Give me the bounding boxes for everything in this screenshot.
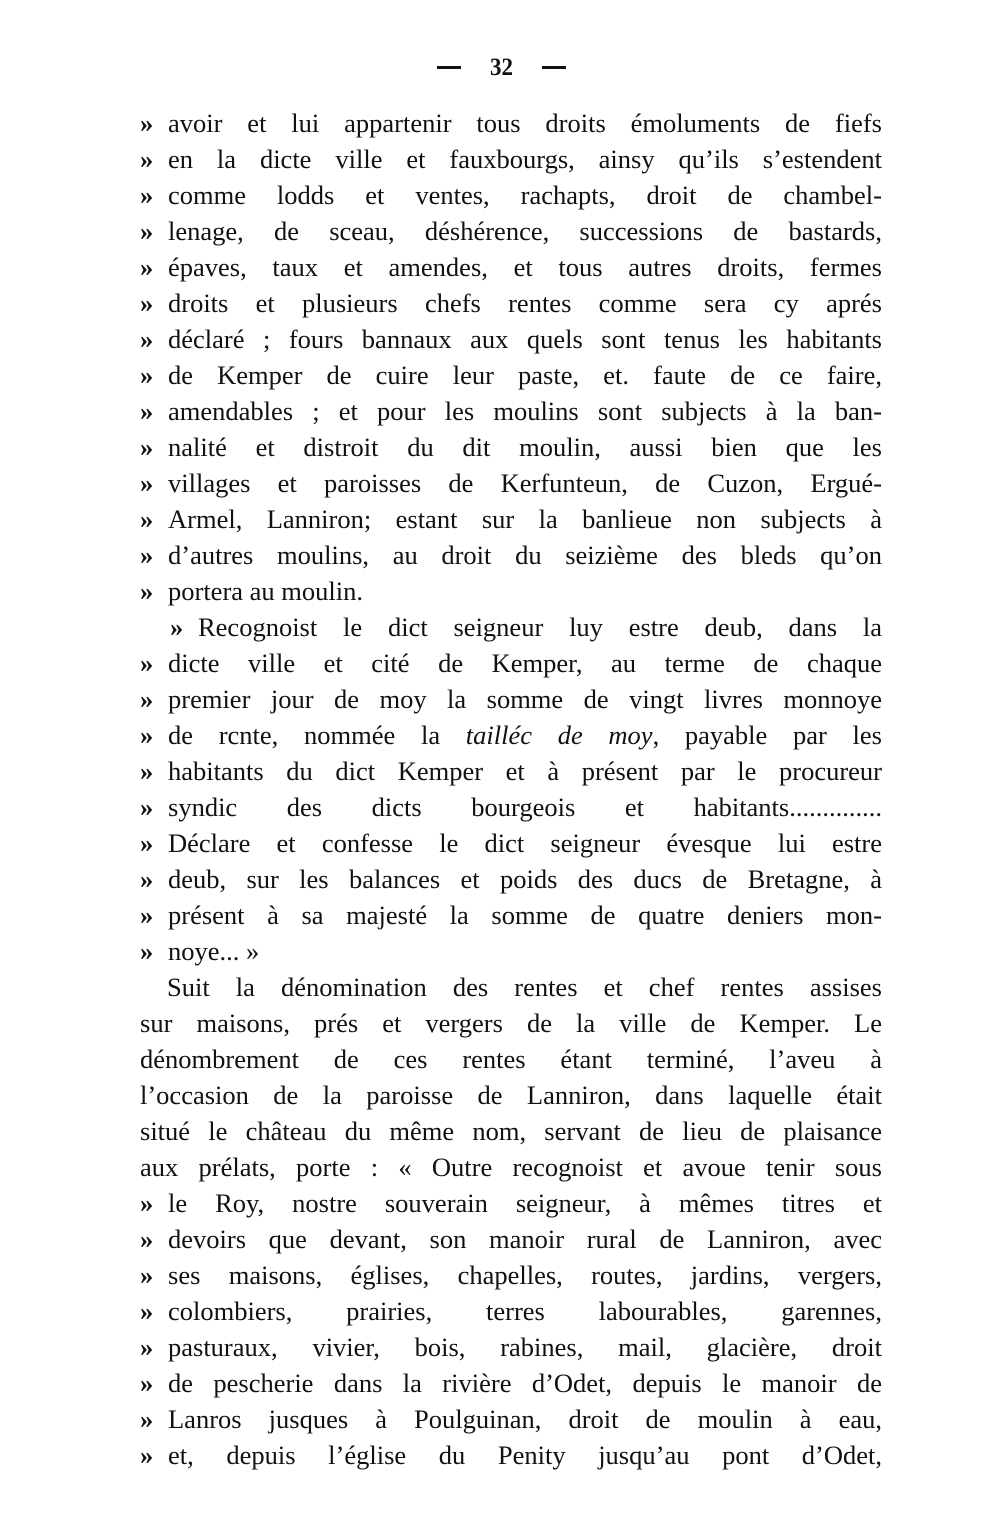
line-quote-mark: »: [170, 612, 184, 642]
line-quote-mark: »: [140, 936, 154, 966]
line-text: aux prélats, porte : « Outre recognoist et avoue tenir sous: [140, 1152, 882, 1182]
line-quote-mark: »: [140, 432, 154, 462]
text-line: [140, 825, 882, 861]
line-text: d’autres moulins, au droit du seizième des bleds qu’on: [168, 540, 882, 570]
line-text: nalité et distroit du dit moulin, aussi bien que les: [168, 432, 882, 462]
text-line: [140, 1077, 882, 1113]
page-number: [0, 52, 1002, 84]
line-text: dénombrement de ces rentes étant terminé, l’aveu à: [140, 1044, 882, 1074]
text-line: [140, 789, 882, 825]
line-text: de pescherie dans la rivière d’Odet, depuis le manoir de: [168, 1368, 882, 1398]
line-quote-mark: »: [140, 288, 154, 318]
text-line: [140, 573, 882, 609]
text-line: [140, 861, 882, 897]
line-text: lenage, de sceau, déshérence, successions de bastards,: [168, 216, 882, 246]
text-line: [140, 645, 882, 681]
line-text: l’occasion de la paroisse de Lanniron, dans laquelle était: [140, 1080, 882, 1110]
line-quote-mark: »: [140, 864, 154, 894]
line-quote-mark: »: [140, 792, 154, 822]
line-quote-mark: »: [140, 828, 154, 858]
line-text: Suit la dénomination des rentes et chef rentes assises: [167, 972, 882, 1002]
line-text: dicte ville et cité de Kemper, au terme de chaque: [168, 648, 882, 678]
line-text: comme lodds et ventes, rachapts, droit de chambel-: [168, 180, 882, 210]
line-text: le Roy, nostre souverain seigneur, à mêmes titres et: [168, 1188, 882, 1218]
text-line: [140, 933, 882, 969]
line-text: noye... »: [168, 936, 260, 966]
line-quote-mark: »: [140, 1224, 154, 1254]
body-text: [140, 105, 882, 1473]
line-quote-mark: »: [140, 756, 154, 786]
text-line: [140, 1113, 882, 1149]
line-text: épaves, taux et amendes, et tous autres droits, fermes: [168, 252, 882, 282]
line-quote-mark: »: [140, 108, 154, 138]
line-quote-mark: »: [140, 720, 154, 750]
text-line: [140, 1437, 882, 1473]
text-line-paragraph-start: [140, 969, 882, 1005]
line-quote-mark: »: [140, 900, 154, 930]
line-quote-mark: »: [140, 684, 154, 714]
line-text: habitants du dict Kemper et à présent par le procureur: [168, 756, 882, 786]
line-quote-mark: »: [140, 1296, 154, 1326]
line-quote-mark: »: [140, 1188, 154, 1218]
line-text: colombiers, prairies, terres labourables, garennes,: [168, 1296, 882, 1326]
line-quote-mark: »: [140, 180, 154, 210]
text-line: [140, 105, 882, 141]
line-text: ses maisons, églises, chapelles, routes, jardins, vergers,: [168, 1260, 882, 1290]
text-line: [140, 897, 882, 933]
line-text-with-italic: [168, 717, 882, 753]
line-quote-mark: »: [140, 1404, 154, 1434]
text-line: [140, 501, 882, 537]
line-quote-mark: »: [140, 1260, 154, 1290]
line-text: présent à sa majesté la somme de quatre deniers mon-: [168, 900, 882, 930]
line-text: portera au moulin.: [168, 576, 364, 606]
line-text: Recognoist le dict seigneur luy estre deub, dans la: [198, 612, 882, 642]
line-quote-mark: »: [140, 1332, 154, 1362]
line-text: syndic des dicts bourgeois et habitants..............: [168, 792, 882, 822]
line-text: Lanros jusques à Poulguinan, droit de moulin à eau,: [168, 1404, 882, 1434]
text-line: [140, 753, 882, 789]
text-line: [140, 357, 882, 393]
line-text: déclaré ; fours bannaux aux quels sont tenus les habitants: [168, 324, 882, 354]
line-text: Armel, Lanniron; estant sur la banlieue non subjects à: [168, 504, 882, 534]
line-quote-mark: »: [140, 324, 154, 354]
text-line: [140, 1221, 882, 1257]
line-text-after: , payable par les: [652, 720, 882, 750]
line-quote-mark: »: [140, 1440, 154, 1470]
italic-term: tailléc de moy: [465, 720, 653, 750]
line-text: droits et plusieurs chefs rentes comme sera cy aprés: [168, 288, 882, 318]
line-quote-mark: »: [140, 396, 154, 426]
line-text: de Kemper de cuire leur paste, et. faute de ce faire,: [168, 360, 882, 390]
text-line: [140, 1365, 882, 1401]
line-text: pasturaux, vivier, bois, rabines, mail, glacière, droit: [168, 1332, 882, 1362]
text-line: [140, 1149, 882, 1185]
line-text: Déclare et confesse le dict seigneur évesque lui estre: [168, 828, 882, 858]
line-text: villages et paroisses de Kerfunteun, de Cuzon, Ergué-: [168, 468, 882, 498]
text-line: [140, 1257, 882, 1293]
text-line: [140, 1293, 882, 1329]
text-line: [140, 213, 882, 249]
line-text: devoirs que devant, son manoir rural de Lanniron, avec: [168, 1224, 882, 1254]
text-line: [140, 393, 882, 429]
line-quote-mark: »: [140, 1368, 154, 1398]
line-text: et, depuis l’église du Penity jusqu’au pont d’Odet,: [168, 1440, 882, 1470]
line-text-before: de rcnte, nommée la: [168, 720, 441, 750]
text-line: [140, 1005, 882, 1041]
line-quote-mark: »: [140, 504, 154, 534]
text-line: [140, 1401, 882, 1437]
line-quote-mark: »: [140, 468, 154, 498]
text-line: [140, 1041, 882, 1077]
text-line: [140, 537, 882, 573]
line-quote-mark: »: [140, 360, 154, 390]
text-line: [140, 1329, 882, 1365]
line-quote-mark: »: [140, 252, 154, 282]
page-number-dash-left: [437, 66, 461, 69]
text-line: [140, 681, 882, 717]
text-line: [140, 717, 882, 753]
line-text: premier jour de moy la somme de vingt livres monnoye: [168, 684, 882, 714]
line-text: situé le château du même nom, servant de lieu de plaisance: [140, 1116, 882, 1146]
page-number-dash-right: [542, 66, 566, 69]
line-text: en la dicte ville et fauxbourgs, ainsy qu’ils s’estendent: [168, 144, 882, 174]
line-text: avoir et lui appartenir tous droits émoluments de fiefs: [168, 108, 882, 138]
line-quote-mark: »: [140, 540, 154, 570]
text-line: [140, 285, 882, 321]
text-line: [140, 465, 882, 501]
text-line-paragraph-start: [140, 609, 882, 645]
line-quote-mark: »: [140, 576, 154, 606]
line-quote-mark: »: [140, 144, 154, 174]
line-text: deub, sur les balances et poids des ducs de Bretagne, à: [168, 864, 882, 894]
line-text: amendables ; et pour les moulins sont subjects à la ban-: [168, 396, 882, 426]
line-quote-mark: »: [140, 216, 154, 246]
line-text: sur maisons, prés et vergers de la ville de Kemper. Le: [140, 1008, 882, 1038]
text-line: [140, 177, 882, 213]
text-line: [140, 321, 882, 357]
text-line: [140, 429, 882, 465]
text-line: [140, 1185, 882, 1221]
line-quote-mark: »: [140, 648, 154, 678]
page-number-value: 32: [489, 54, 513, 81]
text-line: [140, 141, 882, 177]
text-line: [140, 249, 882, 285]
